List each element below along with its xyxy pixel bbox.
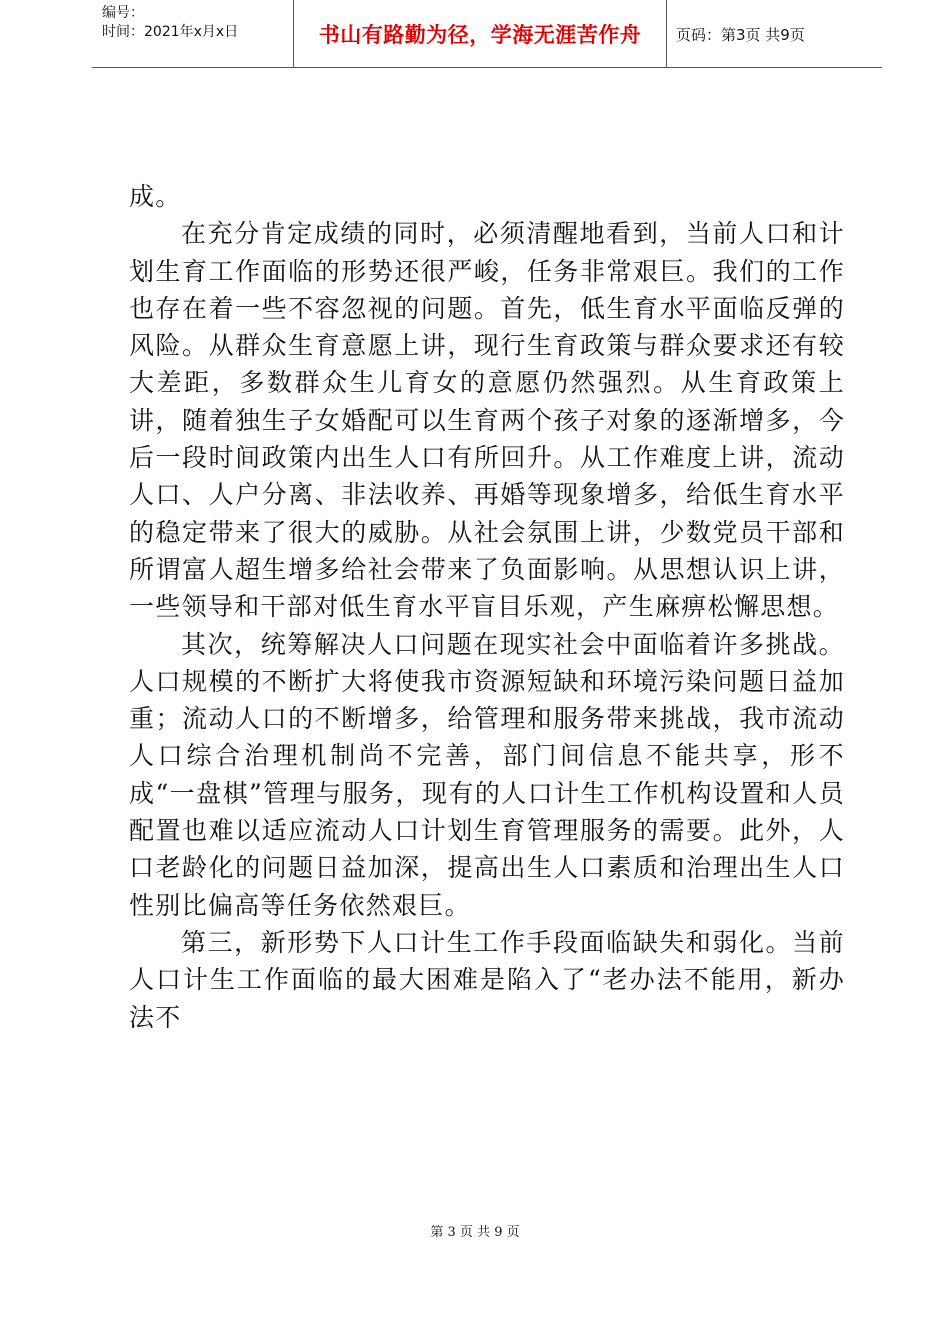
page-footer: 第 3 页 共 9 页 xyxy=(430,1225,520,1240)
header-meta xyxy=(102,4,238,42)
header-rule xyxy=(92,67,882,68)
paragraph: 其次，统筹解决人口问题在现实社会中面临着许多挑战。人口规模的不断扩大将使我市资源短缺和环境污染问题日益加重；流动人口的不断增多，给管理和服务带来挑战，我市流动人口综合治理机制尚不完善，部门间信息不能共享，形不成“一盘棋”管理与服务，现有的人口计生工作机构设置和人员配置也难以适应流动人口计划生育管理服务的需要。此外，人口老龄化的问题日益加深，提高出生人口素质和治理出生人口性别比偏高等任务依然艰巨。 xyxy=(129,629,845,920)
document-body xyxy=(129,178,845,1036)
header-divider xyxy=(666,0,667,68)
header-page-label: 页码：第3页 共9页 xyxy=(676,25,805,44)
header-motto: 书山有路勤为径，学海无涯苦作舟 xyxy=(318,23,642,47)
paragraph: 成。 xyxy=(129,182,182,211)
paragraph: 在充分肯定成绩的同时，必须清醒地看到，当前人口和计划生育工作面临的形势还很严峻，任务非常艰巨。我们的工作也存在着一些不容忽视的问题。首先，低生育水平面临反弹的风险。从群众生育意愿上讲，现行生育政策与群众要求还有较大差距，多数群众生儿育女的意愿仍然强烈。从生育政策上讲，随着独生子女婚配可以生育两个孩子对象的逐渐增多，今后一段时间政策内出生人口有所回升。从工作难度上讲，流动人口、人户分离、非法收养、再婚等现象增多，给低生育水平的稳定带来了很大的威胁。从社会氛围上讲，少数党员干部和所谓富人超生增多给社会带来了负面影响。从思想认识上讲，一些领导和干部对低生育水平盲目乐观，产生麻痹松懈思想。 xyxy=(129,219,845,622)
paragraph: 第三，新形势下人口计生工作手段面临缺失和弱化。当前人口计生工作面临的最大困难是陷入了“老办法不能用，新办法不 xyxy=(129,927,845,1032)
header-number-label: 编号： xyxy=(102,5,144,21)
page-header xyxy=(92,0,882,68)
header-time-label: 时间：2021年x月x日 xyxy=(102,24,239,40)
